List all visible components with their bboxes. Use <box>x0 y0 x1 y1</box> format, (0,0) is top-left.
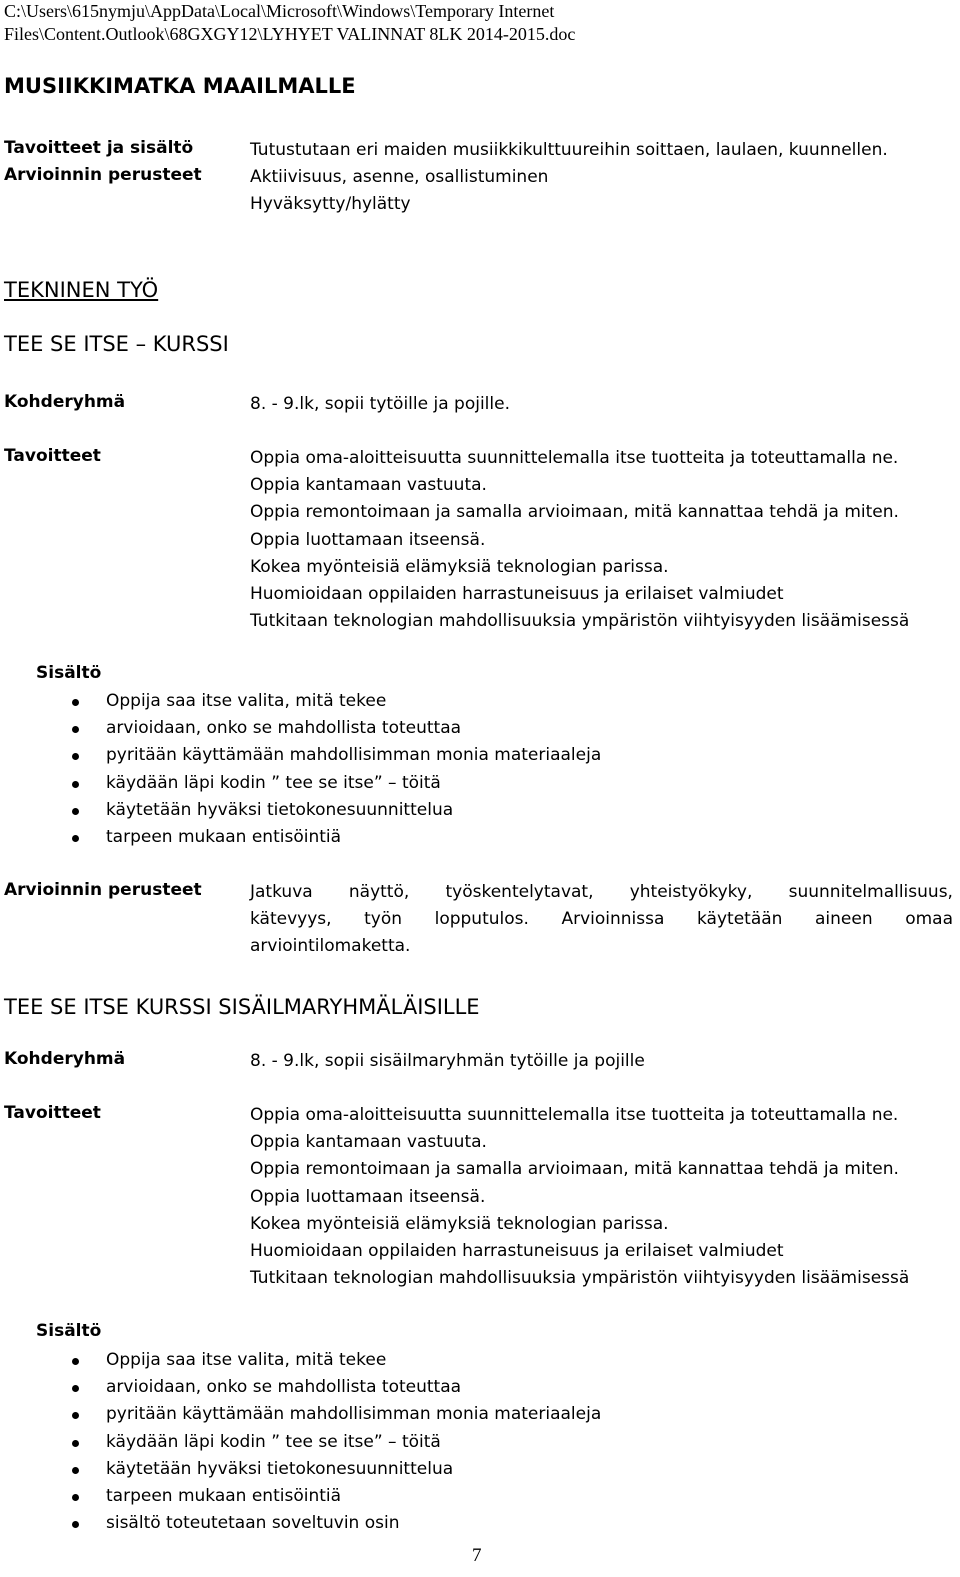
goal-line: Oppia luottamaan itseensä. <box>250 1186 486 1207</box>
list-item: arvioidaan, onko se mahdollista toteuttaa <box>106 1374 601 1401</box>
goal-line: Oppia remontoimaan ja samalla arvioimaan, mitä kannattaa tehdä ja miten. <box>250 1159 899 1180</box>
music-criteria-line-1: Aktiivisuus, asenne, osallistuminen <box>250 167 549 187</box>
course2-group-label: Kohderyhmä <box>4 1049 126 1069</box>
goal-line: Oppia oma-aloitteisuutta suunnittelemalla itse tuotteita ja toteuttamalla ne. <box>250 1105 899 1125</box>
goal-line: Oppia remontoimaan ja samalla arvioimaan, mitä kannattaa tehdä ja miten. <box>250 502 899 523</box>
goal-line: Kokea myönteisiä elämyksiä teknologian parissa. <box>250 1213 669 1234</box>
list-item: tarpeen mukaan entisöintiä <box>106 824 601 851</box>
technical-work-heading: TEKNINEN TYÖ <box>4 278 159 302</box>
course2-goals-list <box>250 1102 909 1292</box>
course1-title: TEE SE ITSE – KURSSI <box>4 332 229 356</box>
list-item: Oppija saa itse valita, mitä tekee <box>106 688 601 715</box>
bullet-icon <box>72 1412 79 1419</box>
list-item: Oppija saa itse valita, mitä tekee <box>106 1347 601 1374</box>
document-path <box>4 0 575 46</box>
course1-criteria-text <box>250 879 953 961</box>
music-goals-text: Tutustutaan eri maiden musiikkikulttuureihin soittaen, laulaen, kuunnellen. <box>250 140 888 160</box>
bullet-icon <box>72 753 79 760</box>
list-item: sisältö toteutetaan soveltuvin osin <box>106 1510 601 1537</box>
course1-group-text: 8. - 9.lk, sopii tytöille ja pojille. <box>250 394 510 414</box>
bullet-icon <box>72 1440 79 1447</box>
bullet-icon <box>72 835 79 842</box>
course1-goals-label: Tavoitteet <box>4 446 101 466</box>
goal-line: Tutkitaan teknologian mahdollisuuksia ympäristön viihtyisyyden lisäämisessä <box>250 611 910 632</box>
bullet-icon <box>72 1467 79 1474</box>
criteria-line-2: kätevyys, työn lopputulos. Arvioinnissa käytetään aineen omaa <box>250 909 953 930</box>
goal-line: Oppia oma-aloitteisuutta suunnittelemalla itse tuotteita ja toteuttamalla ne. <box>250 448 899 468</box>
course2-group-text: 8. - 9.lk, sopii sisäilmaryhmän tytöille ja pojille <box>250 1051 645 1071</box>
goal-line: Kokea myönteisiä elämyksiä teknologian parissa. <box>250 556 669 577</box>
document-path-line-1: C:\Users\615nymju\AppData\Local\Microsoft\Windows\Temporary Internet <box>4 1 555 21</box>
bullet-icon <box>72 1494 79 1501</box>
list-item: käydään läpi kodin ” tee se itse” – töitä <box>106 770 601 797</box>
course2-content-label: Sisältö <box>36 1321 102 1341</box>
music-goals-label: Tavoitteet ja sisältö <box>4 138 194 158</box>
goal-line: Huomioidaan oppilaiden harrastuneisuus ja erilaiset valmiudet <box>250 1241 784 1262</box>
goal-line: Tutkitaan teknologian mahdollisuuksia ympäristön viihtyisyyden lisäämisessä <box>250 1268 910 1289</box>
goal-line: Oppia kantamaan vastuuta. <box>250 1132 487 1153</box>
goal-line: Oppia kantamaan vastuuta. <box>250 475 487 496</box>
course1-criteria-label: Arvioinnin perusteet <box>4 880 202 900</box>
list-item: tarpeen mukaan entisöintiä <box>106 1483 601 1510</box>
list-item: pyritään käyttämään mahdollisimman monia materiaaleja <box>106 1401 601 1428</box>
bullet-icon <box>72 781 79 788</box>
bullet-icon <box>72 1521 79 1528</box>
bullet-icon <box>72 726 79 733</box>
list-item: pyritään käyttämään mahdollisimman monia materiaaleja <box>106 742 601 769</box>
criteria-line-3: arviointilomaketta. <box>250 936 411 957</box>
page-number: 7 <box>472 1545 482 1566</box>
bullet-icon <box>72 699 79 706</box>
list-item: arvioidaan, onko se mahdollista toteuttaa <box>106 715 601 742</box>
music-criteria-line-2: Hyväksytty/hylätty <box>250 194 411 214</box>
bullet-icon <box>72 808 79 815</box>
course2-title: TEE SE ITSE KURSSI SISÄILMARYHMÄLÄISILLE <box>4 995 480 1019</box>
list-item: käydään läpi kodin ” tee se itse” – töitä <box>106 1429 601 1456</box>
course1-content-list <box>106 688 601 851</box>
music-course-title: MUSIIKKIMATKA MAAILMALLE <box>4 74 356 98</box>
list-item: käytetään hyväksi tietokonesuunnittelua <box>106 797 601 824</box>
criteria-line-1: Jatkuva näyttö, työskentelytavat, yhteistyökyky, suunnitelmallisuus, <box>250 882 953 902</box>
bullet-icon <box>72 1385 79 1392</box>
document-path-line-2: Files\Content.Outlook\68GXGY12\LYHYET VALINNAT 8LK 2014-2015.doc <box>4 24 576 44</box>
course2-goals-label: Tavoitteet <box>4 1103 101 1123</box>
bullet-icon <box>72 1358 79 1365</box>
course2-content-list <box>106 1347 601 1537</box>
course1-content-label: Sisältö <box>36 663 102 683</box>
course1-goals-list <box>250 445 909 635</box>
goal-line: Huomioidaan oppilaiden harrastuneisuus ja erilaiset valmiudet <box>250 584 784 605</box>
list-item: käytetään hyväksi tietokonesuunnittelua <box>106 1456 601 1483</box>
course1-group-label: Kohderyhmä <box>4 392 126 412</box>
music-criteria-label: Arvioinnin perusteet <box>4 165 202 185</box>
goal-line: Oppia luottamaan itseensä. <box>250 529 486 550</box>
